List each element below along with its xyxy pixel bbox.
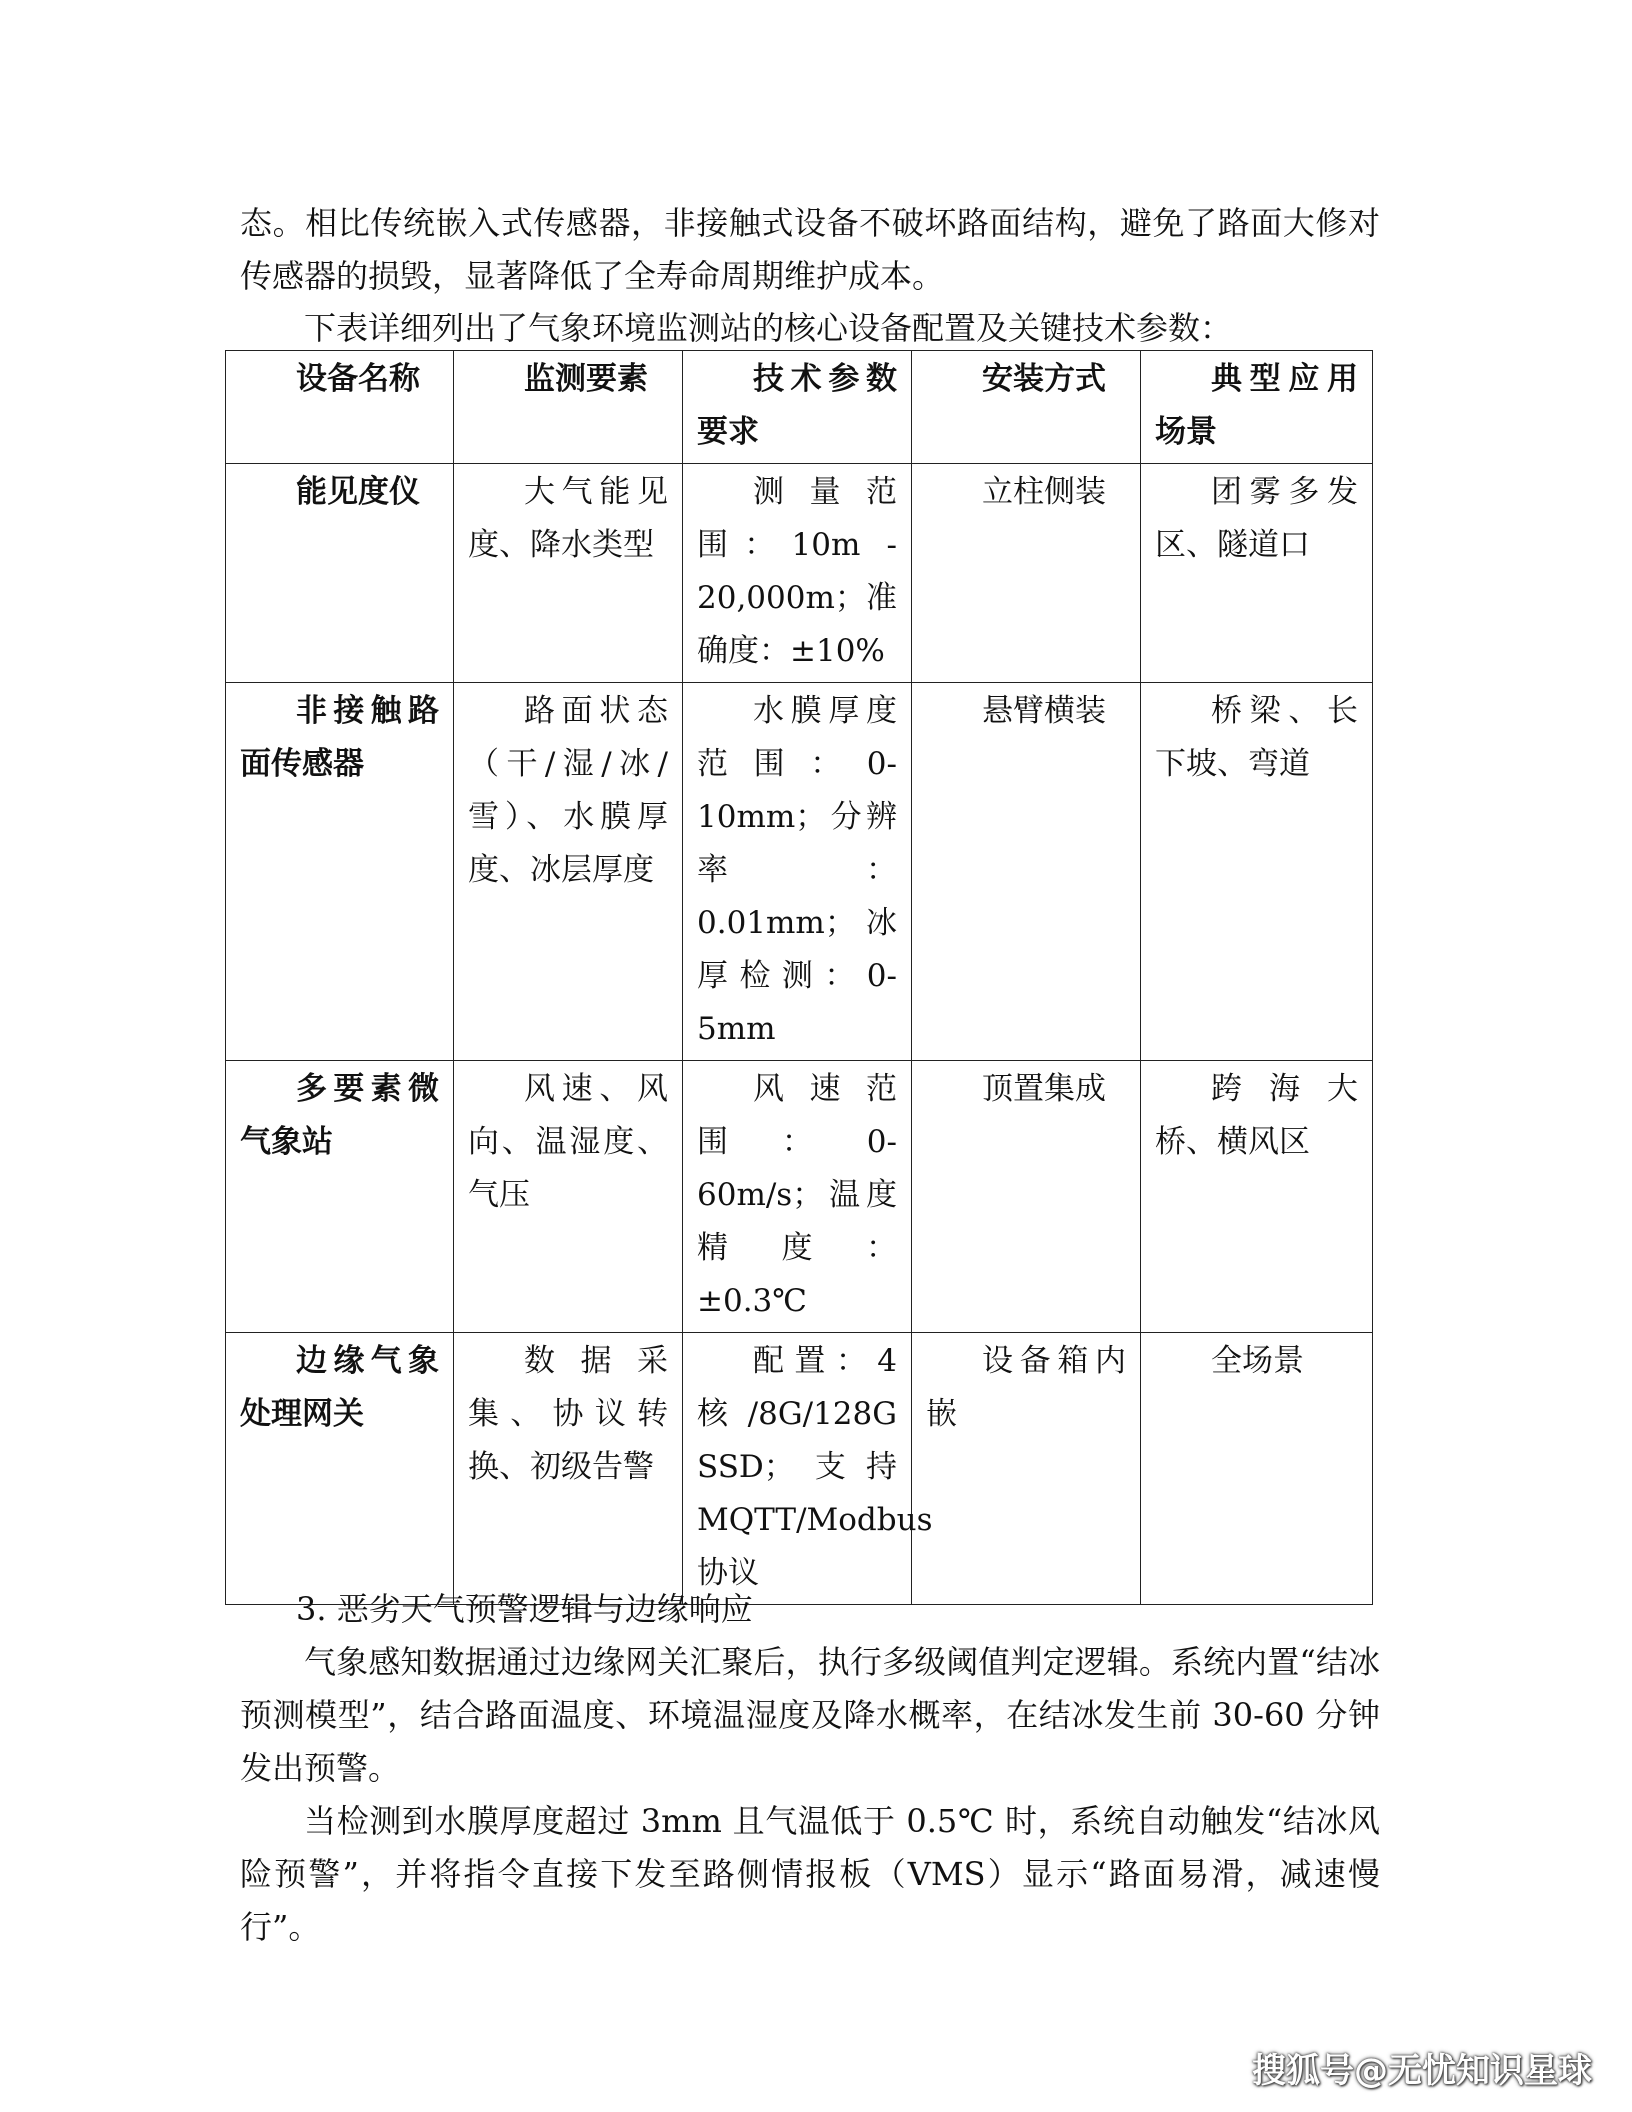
- table-header-row: [226, 351, 1373, 464]
- watermark-text: 搜狐号@无忧知识星球: [1252, 2051, 1592, 2091]
- section-heading: 3. 恶劣天气预警逻辑与边缘响应: [296, 1590, 753, 1628]
- cell-application-scene: 桥梁、长下坡、弯道: [1141, 683, 1373, 1061]
- cell-monitoring-elements: 大气能见度、降水类型: [454, 464, 683, 683]
- cell-device-name: 边缘气象处理网关: [226, 1333, 454, 1605]
- cell-install-method: 设备箱内嵌: [912, 1333, 1141, 1605]
- header-application-scene: 典型应用场景: [1141, 351, 1373, 464]
- cell-application-scene: 全场景: [1141, 1333, 1373, 1605]
- cell-install-method: 顶置集成: [912, 1061, 1141, 1333]
- cell-application-scene: 团雾多发区、隧道口: [1141, 464, 1373, 683]
- equipment-spec-table: [225, 350, 1373, 1605]
- table-row: [226, 1061, 1373, 1333]
- cell-monitoring-elements: 数据采集、协议转换、初级告警: [454, 1333, 683, 1605]
- table-row: [226, 1333, 1373, 1605]
- trigger-paragraph: 当检测到水膜厚度超过 3mm 且气温低于 0.5℃ 时，系统自动触发“结冰风险预警”，并将指令直接下发至路侧情报板（VMS）显示“路面易滑，减速慢行”。: [240, 1802, 1380, 1946]
- cell-install-method: 悬臂横装: [912, 683, 1141, 1061]
- cell-device-name: 能见度仪: [226, 464, 454, 683]
- cell-device-name: 多要素微气象站: [226, 1061, 454, 1333]
- cell-tech-params: 风速范围：0-60m/s；温度精度：±0.3℃: [683, 1061, 912, 1333]
- table-row: [226, 683, 1373, 1061]
- intro-paragraph: 态。相比传统嵌入式传感器，非接触式设备不破坏路面结构，避免了路面大修对传感器的损毁，显著降低了全寿命周期维护成本。: [240, 204, 1380, 295]
- cell-install-method: 立柱侧装: [912, 464, 1141, 683]
- cell-tech-params: 水膜厚度范围：0-10mm；分辨率：0.01mm；冰厚检测：0-5mm: [683, 683, 912, 1061]
- table-row: [226, 464, 1373, 683]
- cell-application-scene: 跨海大桥、横风区: [1141, 1061, 1373, 1333]
- table-intro-paragraph: 下表详细列出了气象环境监测站的核心设备配置及关键技术参数：: [304, 309, 1233, 347]
- header-monitoring-elements: 监测要素: [454, 351, 683, 464]
- warning-logic-paragraph: 气象感知数据通过边缘网关汇聚后，执行多级阈值判定逻辑。系统内置“结冰预测模型”，结合路面温度、环境温湿度及降水概率，在结冰发生前 30-60 分钟发出预警。: [240, 1643, 1380, 1787]
- cell-tech-params: 测量范围：10m - 20,000m；准确度：±10%: [683, 464, 912, 683]
- cell-monitoring-elements: 路面状态（干/湿/冰/雪）、水膜厚度、冰层厚度: [454, 683, 683, 1061]
- header-tech-params: 技术参数要求: [683, 351, 912, 464]
- cell-monitoring-elements: 风速、风向、温湿度、气压: [454, 1061, 683, 1333]
- cell-tech-params: 配置：4核/8G/128G SSD；支持MQTT/Modbus协议: [683, 1333, 912, 1605]
- header-device-name: 设备名称: [226, 351, 454, 464]
- header-install-method: 安装方式: [912, 351, 1141, 464]
- cell-device-name: 非接触路面传感器: [226, 683, 454, 1061]
